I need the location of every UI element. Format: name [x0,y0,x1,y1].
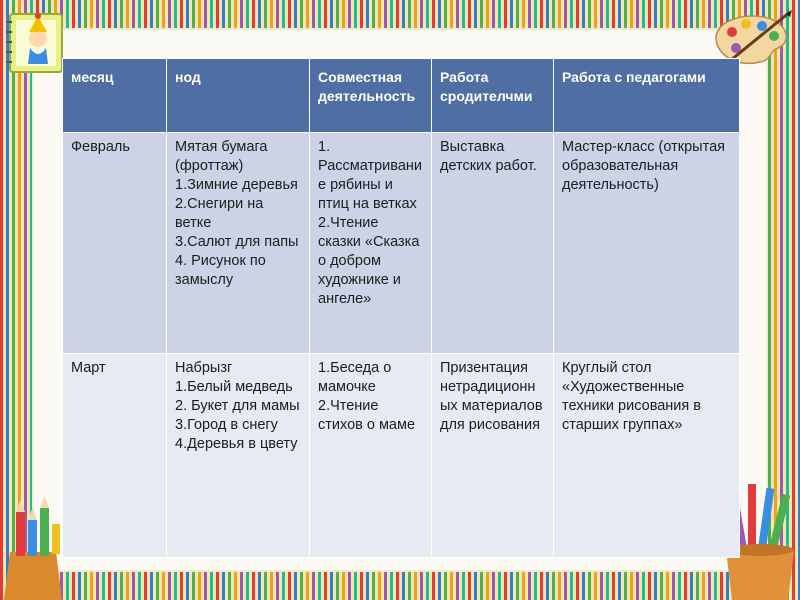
parents-work-line: Призентация нетрадиционных материалов для рисования [440,360,543,433]
joint-activity-cell [310,354,432,558]
teachers-work-line: Мастер-класс (открытая образовательная деятельность) [562,139,725,193]
table-header-row [63,59,740,133]
month-cell: Февраль [63,133,167,354]
parents-work-cell [432,354,554,558]
month-cell: Март [63,354,167,558]
joint-activity-line: 1.Беседа о мамочке [318,360,392,395]
parents-work-cell [432,133,554,354]
column-header-joint-activity: Совместная деятельность [310,59,432,133]
nod-line: Набрызг [175,360,233,376]
joint-activity-line: 1. Рассматривание рябины и птиц на ветках [318,139,422,212]
lesson-plan-table [62,58,740,558]
column-header-teachers-work: Работа с педагогами [554,59,740,133]
joint-activity-cell [310,133,432,354]
nod-cell [167,133,310,354]
nod-line: 4.Деревья в цвету [175,436,298,452]
nod-line: 4. Рисунок по замыслу [175,253,266,288]
nod-line: 2. Букет для мамы [175,398,300,414]
table-row [63,354,740,558]
teachers-work-line: Круглый стол «Художественные техники рисования в старших группах» [562,360,701,433]
teachers-work-cell [554,354,740,558]
teachers-work-cell [554,133,740,354]
column-header-month: месяц [63,59,167,133]
nod-line: 3.Салют для папы [175,234,299,250]
nod-line: Мятая бумага (фроттаж) [175,139,268,174]
joint-activity-line: 2.Чтение стихов о маме [318,398,416,433]
nod-line: 1.Зимние деревья [175,177,298,193]
table-row [63,133,740,354]
column-header-parents-work: Работа сродителчми [432,59,554,133]
nod-cell [167,354,310,558]
nod-line: 2.Снегири на ветке [175,196,264,231]
nod-line: 1.Белый медведь [175,379,293,395]
joint-activity-line: 2.Чтение сказки «Сказка о добром художнике и ангеле» [318,215,420,307]
parents-work-line: Выставка детских работ. [440,139,537,174]
nod-line: 3.Город в снегу [175,417,278,433]
column-header-nod: нод [167,59,310,133]
